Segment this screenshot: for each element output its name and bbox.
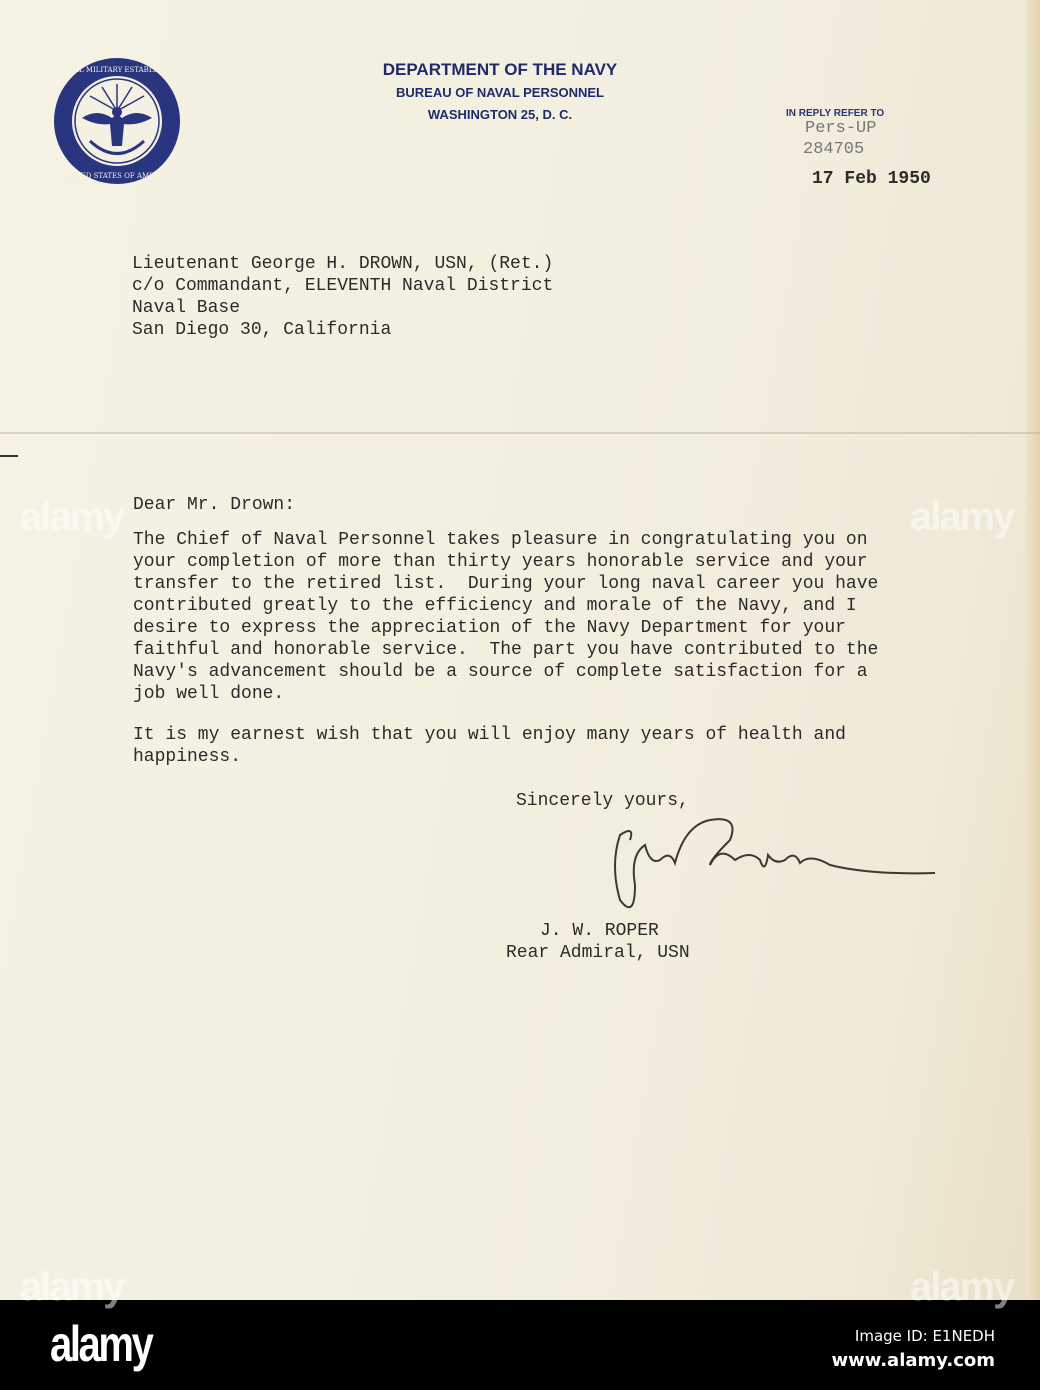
watermark: alamy (910, 1265, 1014, 1309)
body-line: job well done. (133, 684, 285, 704)
image-id: Image ID: E1NEDH (854, 1327, 995, 1345)
signer-name: J. W. ROPER (540, 921, 659, 941)
paper-edge (1026, 0, 1040, 1300)
closing: Sincerely yours, (516, 791, 689, 811)
reference-number: 284705 (803, 140, 865, 159)
body-line: desire to express the appreciation of the Navy Department for your (133, 618, 846, 638)
watermark: alamy (20, 495, 124, 539)
address-line: c/o Commandant, ELEVENTH Naval District (132, 276, 554, 296)
body-line: Navy's advancement should be a source of complete satisfaction for a (133, 662, 868, 682)
reference-code: Pers-UP (805, 119, 877, 138)
navy-seal-icon (43, 56, 191, 186)
fold-line (0, 432, 1040, 434)
seal-text-top: NATIONAL MILITARY ESTABLISHMENT (43, 66, 191, 74)
letter-date: 17 Feb 1950 (812, 169, 931, 189)
salutation: Dear Mr. Drown: (133, 495, 296, 515)
letterhead-department: DEPARTMENT OF THE NAVY (382, 60, 618, 79)
body-line: transfer to the retired list. During your long naval career you have (133, 574, 879, 594)
watermark: alamy (20, 1265, 124, 1309)
body-line: The Chief of Naval Personnel takes pleasure in congratulating you on (133, 530, 868, 550)
letterhead-bureau: BUREAU OF NAVAL PERSONNEL (395, 85, 604, 100)
body-line: faithful and honorable service. The part you have contributed to the (133, 640, 879, 660)
seal-text-bottom: UNITED STATES OF AMERICA (61, 172, 173, 180)
watermark: alamy (910, 495, 1014, 539)
letterhead-address: WASHINGTON 25, D. C. (427, 107, 573, 122)
body-line: happiness. (133, 747, 242, 767)
address-line: Naval Base (132, 298, 241, 318)
body-line: your completion of more than thirty years honorable service and your (133, 552, 868, 572)
signature-icon (590, 805, 940, 920)
body-line: It is my earnest wish that you will enjoy many years of health and (133, 725, 846, 745)
reply-reference-label: IN REPLY REFER TO (786, 108, 885, 119)
margin-mark (0, 455, 18, 457)
signer-title: Rear Admiral, USN (506, 943, 690, 963)
alamy-url[interactable]: www.alamy.com (831, 1350, 995, 1371)
body-line: contributed greatly to the efficiency and morale of the Navy, and I (133, 596, 857, 616)
address-line: Lieutenant George H. DROWN, USN, (Ret.) (132, 254, 554, 274)
alamy-logo: alamy (50, 1316, 152, 1372)
address-line: San Diego 30, California (132, 320, 392, 340)
